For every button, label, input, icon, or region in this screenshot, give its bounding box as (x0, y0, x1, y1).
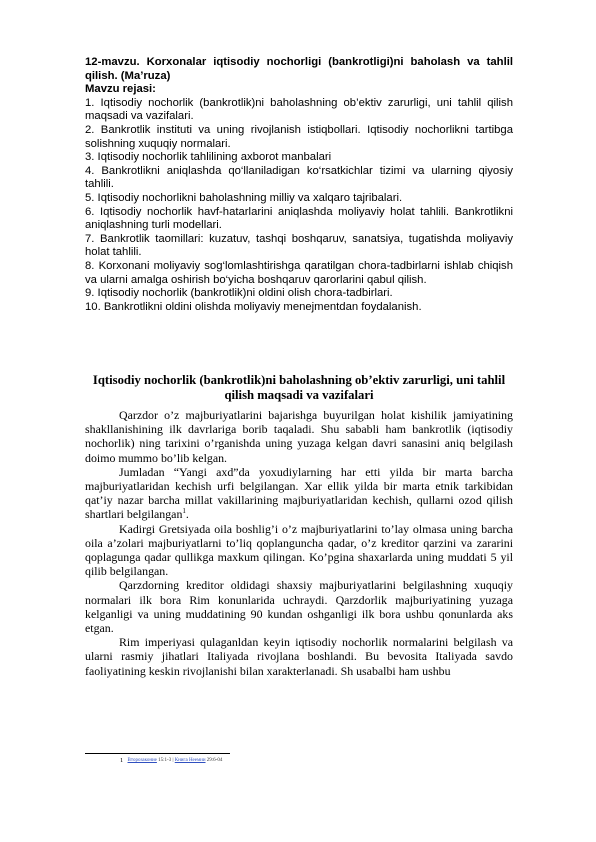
lecture-title: 12-mavzu. Korxonalar iqtisodiy nochorligi (bankrotligi)ni baholash va tahlil qilish. (Ma’ruza) (85, 56, 513, 82)
paragraph-4: Qarzdorning kreditor oldidagi shaxsiy majburiyatlarini belgilashning xuquqiy normalari ilk bora Rim konunlarida uchraydi. Qarzdorlik majburiyatining yuzaga kelganligi va uning muddatining 90 kundan oshganligi ilk bora ushbu qonunlarda aks etgan. (85, 578, 513, 636)
paragraph-3: Kadirgi Gretsiyada oila boshlig’i o’z majburiyatlarini to’lay olmasa uning barcha oila a’zolari majburiyatlarni to’liq qoplanguncha qadar, o’z kreditor qarzini va zararini qoplagunga qadar qullikga maxkum qilingan. Ko’pgina shaxarlarda uning muddati 5 yil qilib belgilangan. (85, 521, 513, 579)
footnote-ref-1: 15:1-3 (158, 758, 172, 763)
lecture-header-block (85, 56, 513, 314)
plan-item-7: 7. Bankrotlik taomillari: kuzatuv, tashqi boshqaruv, sanatsiya, tugatishda moliyaviy holat tahlili. (85, 232, 513, 259)
plan-item-6: 6. Iqtisodiy nochorlik havf-hatarlarini aniqlashda moliyaviy holat tahlili. Bankrotlikni aniqlashning turli modellari. (85, 205, 513, 232)
paragraph-2-text: Jumladan “Yangi axd”da yoxudiylarning har etti yilda bir marta barcha majburiyatlaridan kechish urfi belgilangan. Xar ellik yilda bir marta etnik tarkibidan qat’iy nazar barcha millat vakillarining majburiyatlaridan kechish, qullarni ozod qilish shartlari belgilangan (85, 464, 513, 522)
plan-item-10: 10. Bankrotlikni oldini olishda moliyaviy menejmentdan foydalanish. (85, 300, 422, 313)
footnote-link-1[interactable]: Второзаконие (127, 758, 157, 763)
footnote-divider (85, 753, 230, 754)
paragraph-1: Qarzdor o’z majburiyatlarini bajarishga buyurilgan holat kishilik jamiyatining shakllanishining ilk davrlariga borib taqaladi. Shu sababli ham bankrotlik (iqtisodiy nochorlik) ning tarixini o’rganishda uning yuzaga kelgan davri sanasini aniq belgilash doimo mummo bo’lib kelgan. (85, 408, 513, 465)
plan-label: Mavzu rejasi: (85, 83, 156, 96)
plan-item-4: 4. Bankrotlikni aniqlashda qo‘llaniladigan ko‘rsatkichlar tizimi va ularning qiyosiy tahlili. (85, 164, 513, 191)
footnote: 1 Второзаконие 15:1-3 | Книга Неемии 29:6-04 (120, 757, 223, 764)
body-text (85, 408, 513, 678)
footnote-number: 1 (120, 757, 124, 764)
plan-item-9: 9. Iqtisodiy nochorlik (bankrotlik)ni oldini olish chora-tadbirlari. (85, 287, 393, 300)
footnote-ref[interactable]: 1 (182, 507, 186, 516)
footnote-link-2[interactable]: Книга Неемии (174, 758, 206, 763)
section-heading: Iqtisodiy nochorlik (bankrotlik)ni baholashning ob’ektiv zarurligi, uni tahlil qilish maqsadi va vazifalari (92, 373, 506, 402)
plan-item-2: 2. Bankrotlik instituti va uning rivojlanish istiqbollari. Iqtisodiy nochorlikni tartibga solishning xuquqiy normalari. (85, 123, 513, 150)
plan-item-8: 8. Korxonani moliyaviy sog‘lomlashtirishga qaratilgan chora-tadbirlarni ishlab chiqish va ularni amalga oshirish bo‘yicha boshqaruv qarorlarini qabul qilish. (85, 259, 513, 286)
paragraph-2: Jumladan “Yangi axd”da yoxudiylarning har etti yilda bir marta barcha majburiyatlaridan kechish urfi belgilangan. Xar ellik yilda bir marta etnik tarkibidan qat’iy nazar barcha millat vakillarining majburiyatlaridan kechish, qullarni ozod qilish shartlari belgilangan$^1$. (85, 464, 513, 522)
paragraph-5: Rim imperiyasi qulaganldan keyin iqtisodiy nochorlik normalarini belgilash va ularni rasmiy jihatlari Italiyada rivojlana boshlandi. Bu bevosita Italiyada savdo faoliyatining keskin rivojlanishi bilan xarakterlanadi. Sh usabalbi ham ushbu (85, 635, 513, 678)
footnote-ref-2: 29:6-04 (206, 758, 223, 763)
plan-item-3: 3. Iqtisodiy nochorlik tahlilining axborot manbalari (85, 151, 332, 164)
plan-item-5: 5. Iqtisodiy nochorlikni baholashning milliy va xalqaro tajribalari. (85, 191, 403, 204)
plan-item-1: 1. Iqtisodiy nochorlik (bankrotlik)ni baholashning ob’ektiv zarurligi, uni tahlil qilish maqsadi va vazifalari. (85, 96, 513, 123)
